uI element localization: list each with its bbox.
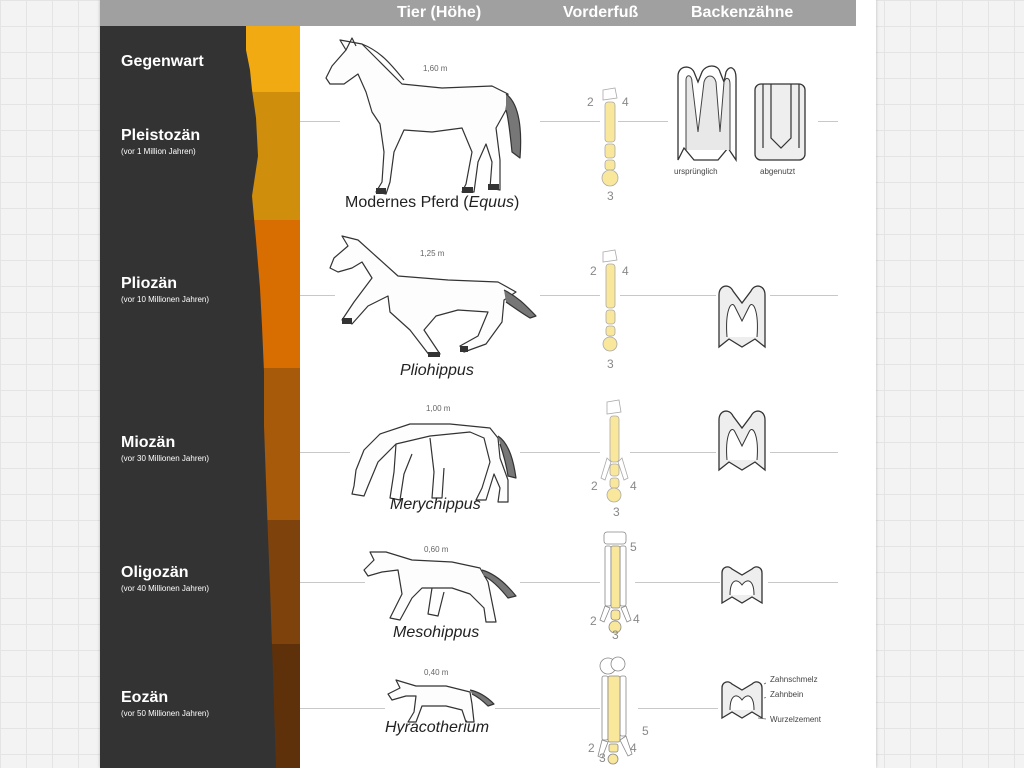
merychippus-height: 1,00 m xyxy=(426,404,451,413)
era-date-oligocene: (vor 40 Millionen Jahren) xyxy=(121,584,210,593)
equus-digit-3: 3 xyxy=(607,189,614,203)
merychippus-digit-2: 2 xyxy=(591,479,598,493)
hyracotherium-digit-5: 5 xyxy=(642,724,649,738)
mesohippus-digit-5: 5 xyxy=(630,540,637,554)
mesohippus-name xyxy=(393,624,479,642)
equus-height: 1,60 m xyxy=(423,64,448,73)
era-date-eocene: (vor 50 Millionen Jahren) xyxy=(121,709,210,718)
equus-forefoot-bones xyxy=(595,86,625,192)
pliohippus-name-italic: Pliohippus xyxy=(400,362,474,379)
hyracotherium-height: 0,40 m xyxy=(424,668,449,677)
mesohippus-digit-4: 4 xyxy=(633,612,640,626)
row-line-equus-b xyxy=(540,121,600,122)
equus-molar-worn-label: abgenutzt xyxy=(760,167,796,176)
merychippus-digit-4: 4 xyxy=(630,479,637,493)
slide xyxy=(100,0,876,768)
pliohippus-forefoot-bones xyxy=(597,248,623,354)
row-line-pliohippus-d xyxy=(770,295,838,296)
header-forefoot: Vorderfuß xyxy=(563,4,639,21)
mesohippus-molar xyxy=(718,563,766,607)
merychippus-forefoot-bones xyxy=(597,398,633,506)
mesohippus-digit-2: 2 xyxy=(590,614,597,628)
pliohippus-digit-3: 3 xyxy=(607,357,614,371)
era-name-present: Gegenwart xyxy=(121,53,204,70)
mesohippus-digit-3: 3 xyxy=(612,628,619,642)
hyracotherium-molar xyxy=(718,678,766,722)
mesohippus-height: 0,60 m xyxy=(424,545,449,554)
tooth-part-enamel-label: Zahnschmelz xyxy=(770,675,818,684)
pliohippus-height: 1,25 m xyxy=(420,249,445,258)
era-date-pliocene: (vor 10 Millionen Jahren) xyxy=(121,295,210,304)
row-line-equus-d xyxy=(818,121,838,122)
merychippus-digit-3: 3 xyxy=(613,505,620,519)
era-name-eocene: Eozän xyxy=(121,689,169,706)
merychippus-name-italic: Merychippus xyxy=(390,496,481,513)
pliohippus-name xyxy=(400,362,474,380)
column-header-bar xyxy=(100,0,856,26)
equus-name xyxy=(345,194,519,212)
hyracotherium-name-italic: Hyracotherium xyxy=(385,719,490,736)
pliohippus-digit-2: 2 xyxy=(590,264,597,278)
era-date-miocene: (vor 30 Millionen Jahren) xyxy=(121,454,210,463)
pliohippus-digit-4: 4 xyxy=(622,264,629,278)
equus-horse-drawing xyxy=(322,32,532,198)
era-name-pliocene: Pliozän xyxy=(121,275,178,292)
mesohippus-name-italic: Mesohippus xyxy=(393,624,480,641)
row-line-hyracotherium-c xyxy=(638,708,718,709)
merychippus-horse-drawing xyxy=(350,402,520,508)
hyracotherium-digit-4: 4 xyxy=(630,741,637,755)
row-line-pliohippus-c xyxy=(620,295,716,296)
era-name-oligocene: Oligozän xyxy=(121,564,189,581)
row-line-hyracotherium-a xyxy=(300,708,385,709)
row-line-merychippus-b xyxy=(520,452,600,453)
header-animal: Tier (Höhe) xyxy=(397,4,482,21)
merychippus-name xyxy=(390,496,481,514)
equus-digit-4: 4 xyxy=(622,95,629,109)
row-line-mesohippus-b xyxy=(520,582,600,583)
equus-name-plain: Modernes Pferd ( xyxy=(345,194,469,211)
row-line-equus-c xyxy=(618,121,668,122)
row-line-mesohippus-a xyxy=(300,582,365,583)
row-line-hyracotherium-b xyxy=(495,708,600,709)
tooth-part-cement-label: Wurzelzement xyxy=(770,715,821,724)
mesohippus-horse-drawing xyxy=(362,548,522,626)
row-line-merychippus-c xyxy=(630,452,716,453)
hyracotherium-digit-3: 3 xyxy=(599,751,606,765)
era-name-pleistocene: Pleistozän xyxy=(121,127,201,144)
header-molars: Backenzähne xyxy=(691,4,794,21)
hyracotherium-name xyxy=(385,719,489,737)
row-line-mesohippus-c xyxy=(635,582,720,583)
equus-molar-original-label: ursprünglich xyxy=(674,167,718,176)
era-date-pleistocene: (vor 1 Million Jahren) xyxy=(121,147,196,156)
equus-name-italic: Equus xyxy=(468,194,514,211)
pliohippus-molar xyxy=(715,281,769,351)
equus-name-tail: ) xyxy=(513,194,520,211)
hyracotherium-digit-2: 2 xyxy=(588,741,595,755)
row-line-merychippus-a xyxy=(300,452,350,453)
equus-digit-2: 2 xyxy=(587,95,594,109)
row-line-pliohippus-b xyxy=(540,295,600,296)
row-line-merychippus-d xyxy=(770,452,838,453)
merychippus-molar xyxy=(715,406,769,474)
tooth-part-dentin-label: Zahnbein xyxy=(770,690,804,699)
era-name-miocene: Miozän xyxy=(121,434,176,451)
row-line-mesohippus-d xyxy=(768,582,838,583)
equus-molar-worn xyxy=(751,78,809,164)
equus-molar-original xyxy=(674,62,738,164)
